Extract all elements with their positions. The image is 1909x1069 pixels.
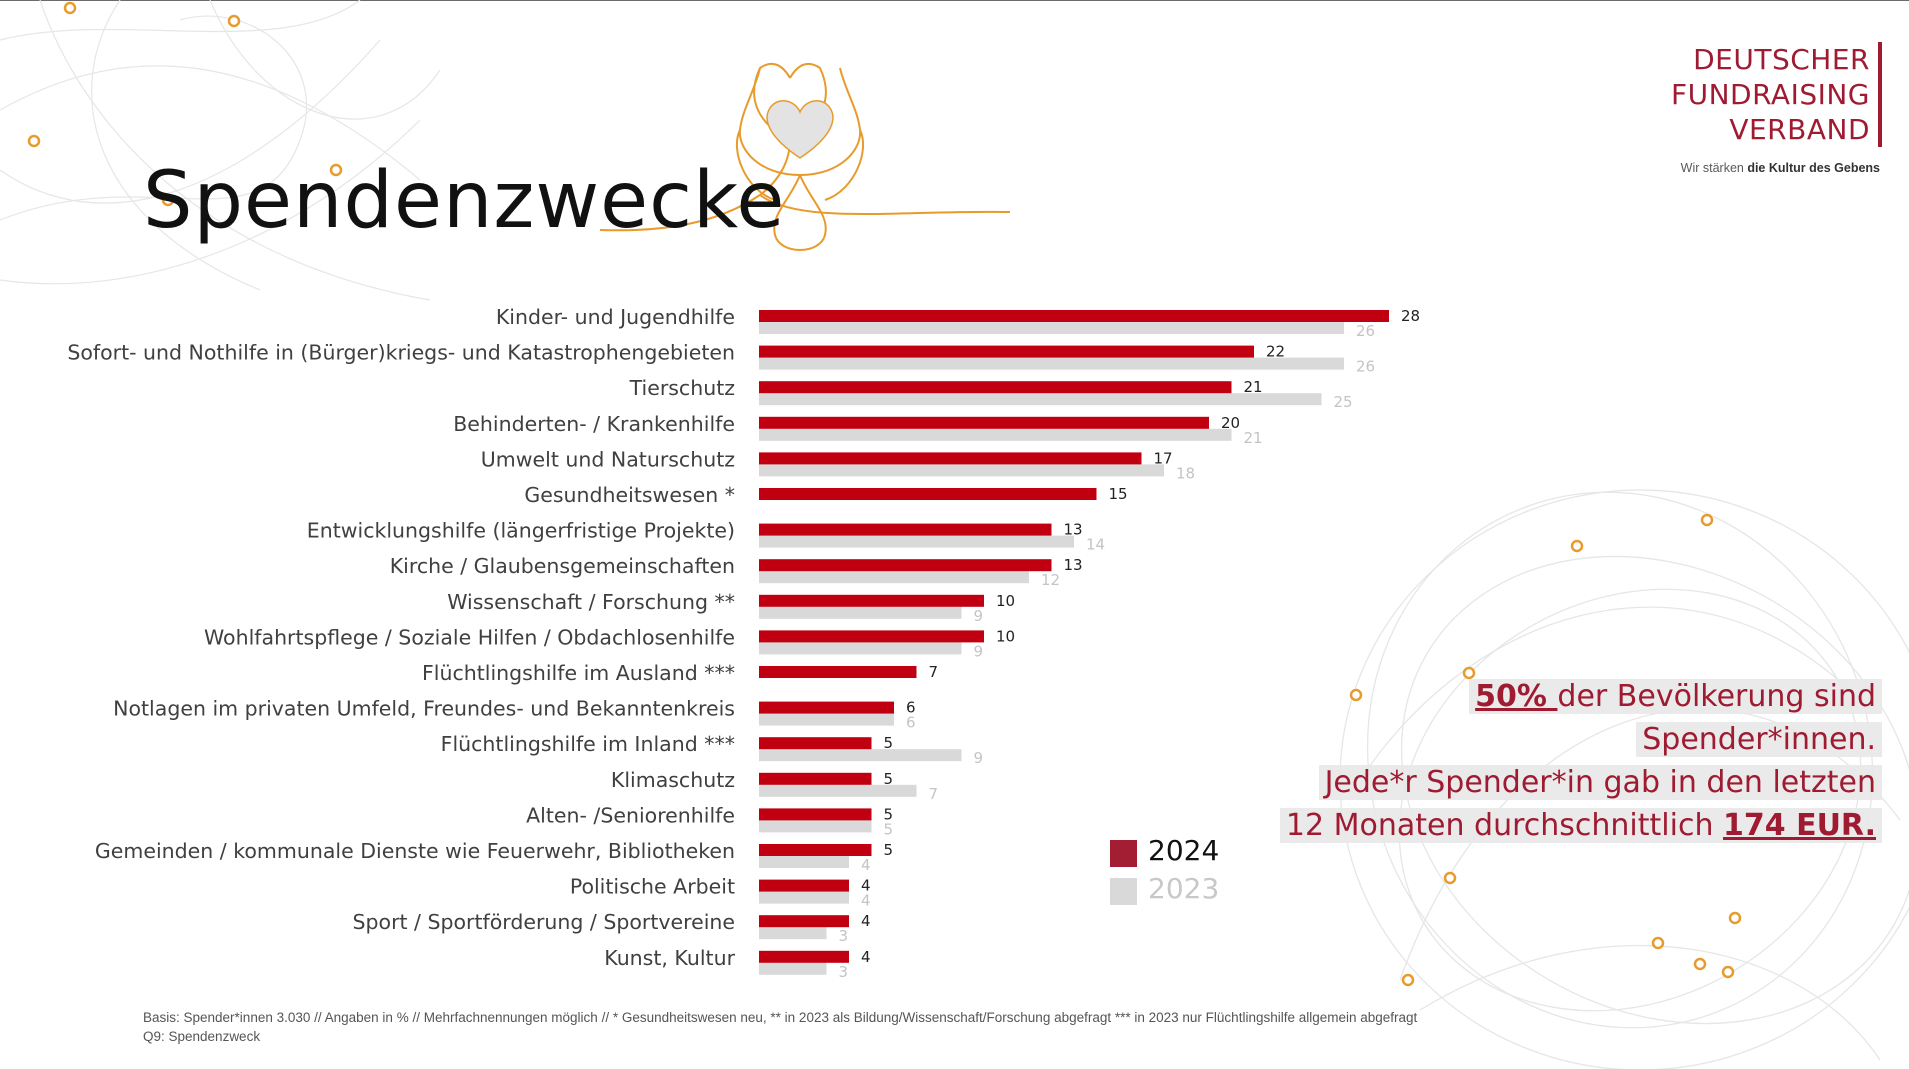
bar-2023 xyxy=(759,322,1344,334)
category-label: Flüchtlingshilfe im Ausland *** xyxy=(422,661,735,685)
legend-swatch-2024 xyxy=(1110,840,1137,867)
category-label: Sport / Sportförderung / Sportvereine xyxy=(352,910,735,935)
legend-swatch-2023 xyxy=(1110,878,1137,905)
value-label-2023: 3 xyxy=(838,962,849,981)
value-label-2023: 26 xyxy=(1356,322,1376,340)
value-label-2024: 22 xyxy=(1266,342,1286,361)
category-label: Gemeinden / kommunale Dienste wie Feuerwehr, Bibliotheken xyxy=(94,839,735,863)
value-label-2024: 21 xyxy=(1243,378,1263,397)
bar-2023 xyxy=(759,607,962,619)
bar-2024 xyxy=(759,630,984,642)
value-label-2023: 14 xyxy=(1086,535,1106,554)
value-label-2024: 5 xyxy=(883,805,894,824)
value-label-2023: 6 xyxy=(906,713,916,732)
bar-2024 xyxy=(759,844,872,856)
category-label: Umwelt und Naturschutz xyxy=(480,447,735,472)
bar-2023 xyxy=(759,892,849,904)
value-label-2023: 7 xyxy=(928,784,939,803)
value-label-2023: 21 xyxy=(1243,428,1263,447)
bar-2024 xyxy=(759,488,1097,500)
value-label-2024: 4 xyxy=(861,912,871,931)
bar-2024 xyxy=(759,310,1389,322)
bar-2023 xyxy=(759,927,827,939)
bar-2024 xyxy=(759,666,917,678)
category-label: Wissenschaft / Forschung ** xyxy=(447,589,735,614)
value-label-2023: 26 xyxy=(1356,357,1376,376)
bar-2023 xyxy=(759,358,1344,370)
value-label-2024: 15 xyxy=(1108,485,1128,503)
value-label-2023: 3 xyxy=(838,927,849,946)
value-label-2023: 9 xyxy=(973,642,984,661)
bar-2024 xyxy=(759,808,872,820)
legend-label-2024: 2024 xyxy=(1148,834,1220,867)
category-label: Gesundheitswesen * xyxy=(524,483,735,507)
bar-2023 xyxy=(759,536,1074,548)
callout-line-4-prefix: 12 Monaten durchschnittlich xyxy=(1285,808,1724,843)
callout-percentage: 50% xyxy=(1475,679,1558,714)
callout-line-4 xyxy=(1280,804,1882,847)
bar-2024 xyxy=(759,346,1254,358)
value-label-2023: 4 xyxy=(861,856,871,874)
value-label-2024: 28 xyxy=(1401,307,1421,325)
category-label: Behinderten- / Krankenhilfe xyxy=(453,411,735,436)
bar-2023 xyxy=(759,393,1322,405)
category-label: Kinder- und Jugendhilfe xyxy=(495,305,735,329)
bar-2023 xyxy=(759,642,962,654)
callout-line-1 xyxy=(1280,675,1882,718)
callout-line-1-rest: der Bevölkerung sind xyxy=(1557,679,1876,714)
value-label-2024: 13 xyxy=(1063,520,1083,539)
value-label-2024: 5 xyxy=(883,769,894,788)
value-label-2023: 9 xyxy=(973,749,984,768)
bar-2023 xyxy=(759,714,894,726)
bar-2023 xyxy=(759,464,1164,476)
value-label-2023: 18 xyxy=(1176,464,1196,483)
bar-2024 xyxy=(759,381,1232,393)
logo-line-1: DEUTSCHER xyxy=(1693,43,1870,76)
category-label: Sofort- und Nothilfe in (Bürger)kriegs- und Katastrophengebieten xyxy=(67,340,735,365)
page-title: Spendenzwecke xyxy=(143,156,786,247)
value-label-2024: 10 xyxy=(996,591,1016,610)
logo-line-2: FUNDRAISING xyxy=(1670,78,1870,111)
category-label: Klimaschutz xyxy=(610,767,735,792)
value-label-2024: 13 xyxy=(1063,556,1083,575)
value-label-2024: 10 xyxy=(996,627,1016,646)
logo-line-3: VERBAND xyxy=(1729,113,1870,146)
callout-line-2: Spender*innen. xyxy=(1280,718,1882,761)
callout-line-3: Jede*r Spender*in gab in den letzten xyxy=(1280,761,1882,804)
bar-2024 xyxy=(759,452,1142,464)
category-label: Tierschutz xyxy=(629,376,735,401)
bar-2024 xyxy=(759,915,849,927)
bar-2024 xyxy=(759,417,1209,429)
logo-tagline-bold: die Kultur des Gebens xyxy=(1747,161,1880,175)
value-label-2024: 4 xyxy=(861,947,871,966)
bar-2024 xyxy=(759,737,872,749)
bar-2023 xyxy=(759,429,1232,441)
footnote-question: Q9: Spendenzweck xyxy=(143,1029,261,1044)
bar-2023 xyxy=(759,571,1029,583)
category-label: Kunst, Kultur xyxy=(604,945,735,970)
legend-label-2023: 2023 xyxy=(1148,872,1220,905)
value-label-2024: 7 xyxy=(928,663,939,681)
value-label-2023: 25 xyxy=(1333,393,1353,412)
bar-2024 xyxy=(759,702,894,714)
category-label: Notlagen im privaten Umfeld, Freundes- und Bekanntenkreis xyxy=(113,696,735,721)
value-label-2024: 20 xyxy=(1221,413,1241,432)
footnote xyxy=(143,1008,1417,1046)
value-label-2024: 5 xyxy=(883,734,894,753)
value-label-2024: 17 xyxy=(1153,449,1173,468)
bar-2023 xyxy=(759,749,962,761)
category-label: Wohlfahrtspflege / Soziale Hilfen / Obdachlosenhilfe xyxy=(203,625,735,650)
callout-amount: 174 EUR. xyxy=(1723,808,1876,843)
value-label-2024: 6 xyxy=(906,698,916,717)
bar-2024 xyxy=(759,524,1052,536)
bar-2024 xyxy=(759,880,849,892)
bar-2024 xyxy=(759,595,984,607)
category-label: Flüchtlingshilfe im Inland *** xyxy=(440,732,735,757)
bar-2024 xyxy=(759,773,872,785)
value-label-2023: 12 xyxy=(1041,571,1061,590)
category-label: Entwicklungshilfe (längerfristige Projekte) xyxy=(306,518,735,543)
bar-2023 xyxy=(759,963,827,975)
bar-2023 xyxy=(759,856,849,868)
category-label: Alten- /Seniorenhilfe xyxy=(526,803,735,828)
value-label-2023: 5 xyxy=(883,820,894,839)
category-label: Politische Arbeit xyxy=(569,874,735,899)
value-label-2023: 4 xyxy=(861,891,871,910)
bar-2024 xyxy=(759,951,849,963)
category-label: Kirche / Glaubensgemeinschaften xyxy=(389,554,735,579)
bar-2024 xyxy=(759,559,1052,571)
bar-2023 xyxy=(759,820,872,832)
value-label-2024: 4 xyxy=(861,876,871,895)
summary-callout xyxy=(1280,675,1882,847)
footnote-basis: Basis: Spender*innen 3.030 // Angaben in % // Mehrfachnennungen möglich // * Gesundheitswesen neu, ** in 2023 als Bildung/Wissenschaft/Forschung abgefragt *** in 2023 nur Flüchtlingshilfe allgemein abgefragt xyxy=(143,1010,1418,1025)
value-label-2023: 9 xyxy=(973,606,984,625)
value-label-2024: 5 xyxy=(883,841,894,859)
logo-tagline-prefix: Wir stärken xyxy=(1680,161,1748,175)
